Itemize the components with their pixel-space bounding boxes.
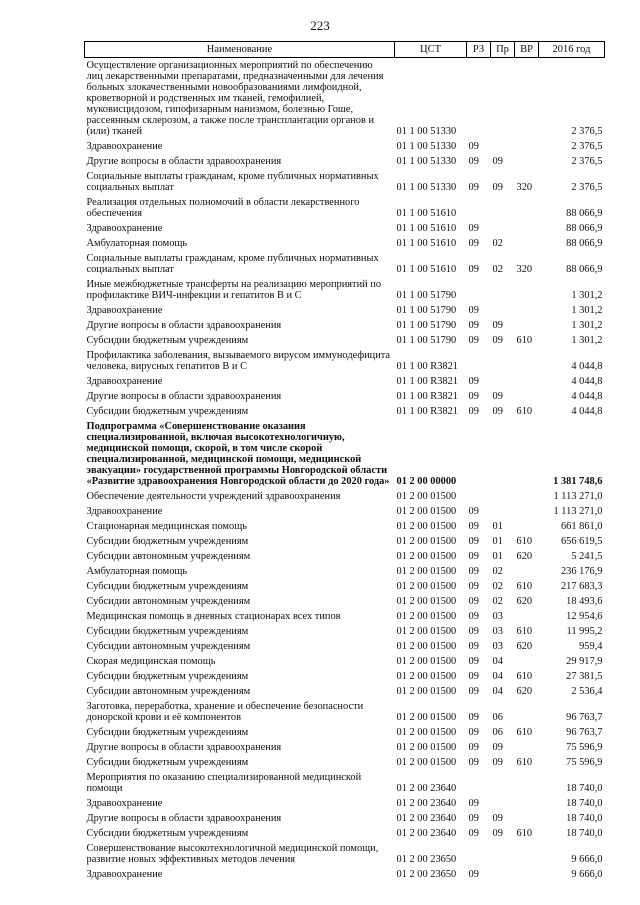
- row-csr: 01 2 00 23650: [396, 854, 457, 865]
- row-name: Обеспечение деятельности учреждений здравоохранения: [86, 491, 341, 502]
- row-name: Здравоохранение: [86, 305, 163, 316]
- row-vr: 610: [516, 406, 533, 417]
- row-rz: 09: [468, 156, 479, 167]
- row-rz: 09: [468, 742, 479, 753]
- table-row: [85, 594, 605, 609]
- row-vr: [515, 841, 539, 867]
- row-vr: [515, 389, 539, 404]
- row-name: Здравоохранение: [86, 376, 163, 387]
- row-rz: [467, 841, 491, 867]
- table-row: [85, 139, 605, 154]
- row-csr: 01 2 00 01500: [396, 506, 457, 517]
- row-csr: 01 2 00 01500: [396, 611, 457, 622]
- row-amount: 88 066,9: [566, 208, 603, 219]
- row-pr: 03: [492, 611, 503, 622]
- row-csr: 01 1 00 51790: [396, 290, 457, 301]
- row-rz: 09: [468, 712, 479, 723]
- row-csr: 01 2 00 01500: [396, 491, 457, 502]
- row-vr: 620: [516, 596, 533, 607]
- row-amount: 18 740,0: [566, 828, 603, 839]
- row-csr: 01 2 00 23640: [396, 828, 457, 839]
- row-rz: [467, 770, 491, 796]
- row-vr: [515, 740, 539, 755]
- row-csr: 01 2 00 01500: [396, 551, 457, 562]
- row-rz: 09: [468, 581, 479, 592]
- row-csr: 01 1 00 51330: [396, 141, 457, 152]
- row-name: Другие вопросы в области здравоохранения: [86, 813, 282, 824]
- row-amount: 2 376,5: [571, 141, 603, 152]
- row-rz: 09: [468, 223, 479, 234]
- row-rz: 09: [468, 551, 479, 562]
- row-csr: 01 2 00 01500: [396, 656, 457, 667]
- row-vr: [515, 58, 539, 140]
- table-row: [85, 740, 605, 755]
- row-csr: 01 2 00 23640: [396, 813, 457, 824]
- table-row: [85, 348, 605, 374]
- table-row: [85, 221, 605, 236]
- row-name: Субсидии бюджетным учреждениям: [86, 757, 249, 768]
- row-amount: 959,4: [579, 641, 603, 652]
- table-row: [85, 489, 605, 504]
- row-amount: 4 044,8: [571, 391, 603, 402]
- row-csr: 01 2 00 01500: [396, 536, 457, 547]
- row-pr: 04: [492, 656, 503, 667]
- row-amount: 29 917,9: [566, 656, 603, 667]
- row-pr: [491, 303, 515, 318]
- table-row: [85, 333, 605, 348]
- row-csr: 01 2 00 01500: [396, 521, 457, 532]
- row-vr: [515, 564, 539, 579]
- row-vr: 610: [516, 671, 533, 682]
- row-csr: 01 2 00 01500: [396, 686, 457, 697]
- row-amount: 11 995,2: [566, 626, 603, 637]
- row-csr: 01 2 00 01500: [396, 626, 457, 637]
- row-vr: 610: [516, 335, 533, 346]
- header-vr: ВР: [515, 42, 539, 58]
- row-csr: 01 2 00 23640: [396, 783, 457, 794]
- row-pr: 02: [492, 264, 503, 275]
- table-header-row: [85, 42, 605, 58]
- row-pr: [491, 277, 515, 303]
- row-amount: 96 763,7: [566, 727, 603, 738]
- row-vr: 610: [516, 536, 533, 547]
- row-rz: 09: [468, 671, 479, 682]
- row-csr: 01 1 00 51330: [396, 156, 457, 167]
- row-pr: 09: [492, 813, 503, 824]
- row-amount: 1 301,2: [571, 305, 603, 316]
- table-row: [85, 404, 605, 419]
- row-csr: 01 2 00 01500: [396, 596, 457, 607]
- row-vr: [515, 504, 539, 519]
- row-csr: 01 1 00 51330: [396, 182, 457, 193]
- row-pr: [491, 221, 515, 236]
- row-csr: 01 2 00 01500: [396, 712, 457, 723]
- row-csr: 01 1 00 R3821: [396, 376, 458, 387]
- row-amount: 75 596,9: [566, 742, 603, 753]
- row-pr: [491, 841, 515, 867]
- row-amount: 4 044,8: [571, 406, 603, 417]
- row-pr: [491, 139, 515, 154]
- row-vr: [515, 867, 539, 882]
- row-vr: [515, 139, 539, 154]
- row-name: Субсидии автономным учреждениям: [86, 686, 251, 697]
- row-name: Другие вопросы в области здравоохранения: [86, 391, 282, 402]
- table-row: [85, 699, 605, 725]
- table-row: [85, 669, 605, 684]
- row-csr: 01 1 00 51610: [396, 223, 457, 234]
- row-name: Иные межбюджетные трансферты на реализацию мероприятий по профилактике ВИЧ-инфекции и гепатитов В и С: [86, 279, 382, 301]
- row-pr: [491, 489, 515, 504]
- row-vr: [515, 699, 539, 725]
- table-row: [85, 770, 605, 796]
- table-row: [85, 236, 605, 251]
- row-amount: 18 740,0: [566, 783, 603, 794]
- row-pr: 09: [492, 828, 503, 839]
- row-name: Скорая медицинская помощь: [86, 656, 216, 667]
- header-name: Наименование: [85, 42, 395, 58]
- row-rz: 09: [468, 828, 479, 839]
- row-rz: 09: [468, 536, 479, 547]
- row-name: Другие вопросы в области здравоохранения: [86, 320, 282, 331]
- row-vr: [515, 374, 539, 389]
- row-pr: [491, 374, 515, 389]
- row-amount: 2 376,5: [571, 182, 603, 193]
- table-row: [85, 841, 605, 867]
- row-amount: 75 596,9: [566, 757, 603, 768]
- table-row: [85, 534, 605, 549]
- row-pr: 09: [492, 156, 503, 167]
- row-rz: 09: [468, 376, 479, 387]
- row-amount: 4 044,8: [571, 361, 603, 372]
- row-rz: 09: [468, 238, 479, 249]
- row-name: Субсидии автономным учреждениям: [86, 596, 251, 607]
- row-pr: [491, 867, 515, 882]
- table-row: [85, 755, 605, 770]
- table-row: [85, 811, 605, 826]
- row-name: Субсидии бюджетным учреждениям: [86, 626, 249, 637]
- row-name: Субсидии бюджетным учреждениям: [86, 406, 249, 417]
- row-pr: 02: [492, 581, 503, 592]
- row-vr: [515, 221, 539, 236]
- table-row: [85, 389, 605, 404]
- header-pr: Пр: [491, 42, 515, 58]
- row-vr: 610: [516, 727, 533, 738]
- row-amount: 18 740,0: [566, 798, 603, 809]
- row-csr: 01 2 00 01500: [396, 566, 457, 577]
- table-row: [85, 195, 605, 221]
- row-amount: 18 493,6: [566, 596, 603, 607]
- row-csr: 01 2 00 01500: [396, 727, 457, 738]
- row-vr: [515, 154, 539, 169]
- row-pr: 09: [492, 391, 503, 402]
- row-name: Социальные выплаты гражданам, кроме публичных нормативных социальных выплат: [86, 171, 379, 193]
- table-row: [85, 58, 605, 140]
- budget-table: [84, 41, 605, 882]
- row-amount: 88 066,9: [566, 223, 603, 234]
- row-pr: [491, 419, 515, 489]
- row-vr: [515, 277, 539, 303]
- table-row: [85, 169, 605, 195]
- row-name: Другие вопросы в области здравоохранения: [86, 156, 282, 167]
- row-name: Здравоохранение: [86, 506, 163, 517]
- row-amount: 217 683,3: [560, 581, 603, 592]
- row-name: Здравоохранение: [86, 798, 163, 809]
- table-row: [85, 579, 605, 594]
- row-rz: 09: [468, 686, 479, 697]
- row-amount: 96 763,7: [566, 712, 603, 723]
- row-vr: 320: [516, 182, 533, 193]
- row-rz: 09: [468, 641, 479, 652]
- row-vr: 610: [516, 757, 533, 768]
- table-row: [85, 374, 605, 389]
- row-vr: 620: [516, 686, 533, 697]
- table-row: [85, 549, 605, 564]
- row-vr: 610: [516, 581, 533, 592]
- row-amount: 1 381 748,6: [553, 476, 603, 487]
- row-vr: 620: [516, 551, 533, 562]
- row-amount: 661 861,0: [560, 521, 603, 532]
- row-amount: 2 536,4: [571, 686, 603, 697]
- row-csr: 01 1 00 R3821: [396, 361, 458, 372]
- table-row: [85, 154, 605, 169]
- table-row: [85, 303, 605, 318]
- row-pr: [491, 58, 515, 140]
- row-csr: 01 1 00 51610: [396, 264, 457, 275]
- row-pr: 09: [492, 742, 503, 753]
- row-vr: [515, 519, 539, 534]
- row-rz: 09: [468, 757, 479, 768]
- row-vr: 610: [516, 828, 533, 839]
- row-rz: 09: [468, 727, 479, 738]
- row-pr: 01: [492, 551, 503, 562]
- row-rz: 09: [468, 566, 479, 577]
- row-pr: 01: [492, 536, 503, 547]
- row-vr: [515, 236, 539, 251]
- row-name: Совершенствование высокотехнологичной медицинской помощи, развитие новых эффективных методов лечения: [86, 843, 379, 865]
- row-amount: 88 066,9: [566, 238, 603, 249]
- row-csr: 01 2 00 01500: [396, 581, 457, 592]
- row-name: Субсидии автономным учреждениям: [86, 641, 251, 652]
- row-pr: 06: [492, 712, 503, 723]
- row-name: Субсидии автономным учреждениям: [86, 551, 251, 562]
- row-pr: 02: [492, 596, 503, 607]
- table-row: [85, 519, 605, 534]
- row-csr: 01 1 00 51610: [396, 208, 457, 219]
- row-rz: 09: [468, 596, 479, 607]
- row-rz: 09: [468, 813, 479, 824]
- row-pr: 06: [492, 727, 503, 738]
- row-name: Здравоохранение: [86, 223, 163, 234]
- row-rz: 09: [468, 391, 479, 402]
- header-year: 2016 год: [539, 42, 605, 58]
- row-name: Реализация отдельных полномочий в области лекарственного обеспечения: [86, 197, 360, 219]
- page-number: 223: [310, 18, 330, 33]
- row-rz: 09: [468, 141, 479, 152]
- row-rz: 09: [468, 869, 479, 880]
- row-pr: 04: [492, 686, 503, 697]
- row-vr: [515, 609, 539, 624]
- row-name: Социальные выплаты гражданам, кроме публичных нормативных социальных выплат: [86, 253, 379, 275]
- row-vr: 610: [516, 626, 533, 637]
- row-csr: 01 2 00 01500: [396, 742, 457, 753]
- row-pr: 09: [492, 406, 503, 417]
- row-amount: 4 044,8: [571, 376, 603, 387]
- row-amount: 5 241,5: [571, 551, 603, 562]
- table-row: [85, 504, 605, 519]
- row-vr: [515, 195, 539, 221]
- row-pr: 02: [492, 566, 503, 577]
- row-amount: 656 619,5: [560, 536, 603, 547]
- row-rz: [467, 195, 491, 221]
- row-name: Субсидии бюджетным учреждениям: [86, 727, 249, 738]
- row-pr: 02: [492, 238, 503, 249]
- row-csr: 01 2 00 01500: [396, 671, 457, 682]
- row-pr: 03: [492, 641, 503, 652]
- row-vr: [515, 303, 539, 318]
- row-name: Субсидии бюджетным учреждениям: [86, 671, 249, 682]
- row-csr: 01 1 00 51790: [396, 335, 457, 346]
- row-vr: [515, 796, 539, 811]
- row-rz: 09: [468, 305, 479, 316]
- row-amount: 236 176,9: [560, 566, 603, 577]
- row-vr: 620: [516, 641, 533, 652]
- header-rz: РЗ: [467, 42, 491, 58]
- row-vr: [515, 489, 539, 504]
- table-row: [85, 639, 605, 654]
- row-csr: 01 2 00 01500: [396, 757, 457, 768]
- table-row: [85, 564, 605, 579]
- table-row: [85, 654, 605, 669]
- row-amount: 1 301,2: [571, 290, 603, 301]
- row-csr: 01 1 00 51330: [396, 126, 457, 137]
- row-pr: 09: [492, 182, 503, 193]
- row-name: Осуществление организационных мероприятий по обеспечению лиц лекарственными препаратами, предназначенными для лечения больных злокачественными новообразованиями лимфоидной, кроветворной и родственных им тканей, гемофилией, муковисцидозом, гипофизарным нанизмом, болезнью Гоше, рассеянным склерозом, а также после трансплантации органов и (или) тканей: [86, 60, 384, 137]
- row-name: Субсидии бюджетным учреждениям: [86, 536, 249, 547]
- row-pr: 09: [492, 335, 503, 346]
- row-name: Здравоохранение: [86, 141, 163, 152]
- row-pr: [491, 195, 515, 221]
- table-row: [85, 624, 605, 639]
- row-pr: [491, 770, 515, 796]
- row-name: Подпрограмма «Совершенствование оказания специализированной, включая высокотехнологичную, медицинской помощи, скорой, в том числе скорой специализированной, медицинской помощи, медицинской эвакуации» государственной программы Новгородской области «Развитие здравоохранения Новгородской области до 2020 года»: [86, 421, 390, 487]
- table-row: [85, 277, 605, 303]
- row-name: Субсидии бюджетным учреждениям: [86, 828, 249, 839]
- table-row: [85, 419, 605, 489]
- row-name: Субсидии бюджетным учреждениям: [86, 335, 249, 346]
- row-amount: 1 301,2: [571, 335, 603, 346]
- row-rz: [467, 348, 491, 374]
- row-name: Субсидии бюджетным учреждениям: [86, 581, 249, 592]
- row-rz: [467, 419, 491, 489]
- row-vr: [515, 348, 539, 374]
- row-rz: 09: [468, 656, 479, 667]
- row-csr: 01 1 00 51790: [396, 305, 457, 316]
- row-rz: 09: [468, 406, 479, 417]
- row-amount: 2 376,5: [571, 126, 603, 137]
- row-rz: 09: [468, 611, 479, 622]
- row-name: Мероприятия по оказанию специализированной медицинской помощи: [86, 772, 362, 794]
- row-pr: 09: [492, 320, 503, 331]
- row-pr: [491, 348, 515, 374]
- row-rz: 09: [468, 264, 479, 275]
- row-name: Другие вопросы в области здравоохранения: [86, 742, 282, 753]
- table-row: [85, 609, 605, 624]
- row-rz: 09: [468, 506, 479, 517]
- row-rz: 09: [468, 335, 479, 346]
- table-row: [85, 684, 605, 699]
- row-name: Медицинская помощь в дневных стационарах всех типов: [86, 611, 341, 622]
- row-rz: [467, 489, 491, 504]
- row-csr: 01 1 00 R3821: [396, 406, 458, 417]
- row-amount: 12 954,6: [566, 611, 603, 622]
- row-name: Стационарная медицинская помощь: [86, 521, 247, 532]
- row-amount: 9 666,0: [571, 854, 603, 865]
- row-rz: 09: [468, 798, 479, 809]
- table-row: [85, 251, 605, 277]
- row-csr: 01 2 00 23650: [396, 869, 457, 880]
- row-pr: 03: [492, 626, 503, 637]
- row-rz: 09: [468, 521, 479, 532]
- row-csr: 01 2 00 00000: [396, 476, 457, 487]
- row-amount: 2 376,5: [571, 156, 603, 167]
- row-vr: [515, 770, 539, 796]
- header-csr: ЦСТ: [395, 42, 467, 58]
- row-rz: 09: [468, 626, 479, 637]
- row-pr: 01: [492, 521, 503, 532]
- row-csr: 01 1 00 51790: [396, 320, 457, 331]
- row-name: Здравоохранение: [86, 869, 163, 880]
- row-vr: 320: [516, 264, 533, 275]
- row-rz: 09: [468, 182, 479, 193]
- row-amount: 9 666,0: [571, 869, 603, 880]
- row-rz: [467, 277, 491, 303]
- table-row: [85, 826, 605, 841]
- row-amount: 18 740,0: [566, 813, 603, 824]
- row-pr: 09: [492, 757, 503, 768]
- row-amount: 1 301,2: [571, 320, 603, 331]
- row-amount: 88 066,9: [566, 264, 603, 275]
- row-amount: 1 113 271,0: [553, 506, 603, 517]
- row-name: Заготовка, переработка, хранение и обеспечение безопасности донорской крови и её компонентов: [86, 701, 364, 723]
- table-row: [85, 725, 605, 740]
- row-csr: 01 2 00 01500: [396, 641, 457, 652]
- row-csr: 01 2 00 23640: [396, 798, 457, 809]
- table-row: [85, 867, 605, 882]
- row-vr: [515, 811, 539, 826]
- row-csr: 01 1 00 51610: [396, 238, 457, 249]
- row-pr: [491, 504, 515, 519]
- row-pr: [491, 796, 515, 811]
- row-vr: [515, 419, 539, 489]
- row-csr: 01 1 00 R3821: [396, 391, 458, 402]
- row-amount: 1 113 271,0: [553, 491, 603, 502]
- row-name: Профилактика заболевания, вызываемого вирусом иммунодефицита человека, вирусных гепатитов В и С: [86, 350, 391, 372]
- row-vr: [515, 318, 539, 333]
- row-pr: 04: [492, 671, 503, 682]
- row-rz: [467, 58, 491, 140]
- row-rz: 09: [468, 320, 479, 331]
- table-row: [85, 318, 605, 333]
- row-amount: 27 381,5: [566, 671, 603, 682]
- row-name: Амбулаторная помощь: [86, 566, 188, 577]
- row-vr: [515, 654, 539, 669]
- row-name: Амбулаторная помощь: [86, 238, 188, 249]
- table-row: [85, 796, 605, 811]
